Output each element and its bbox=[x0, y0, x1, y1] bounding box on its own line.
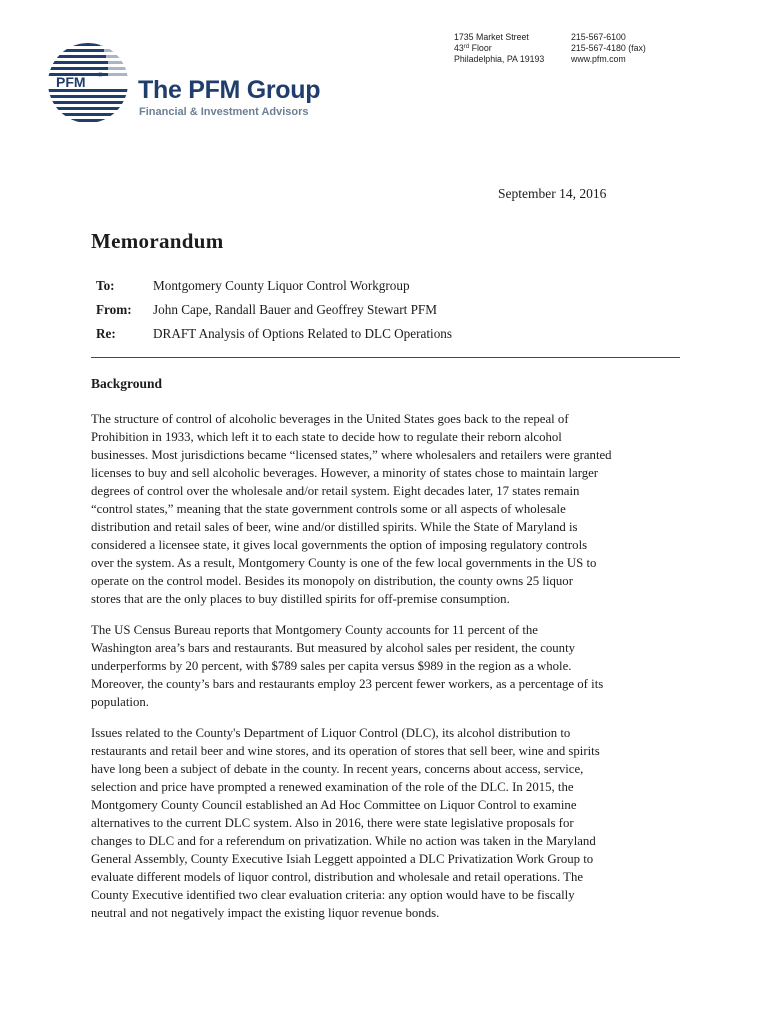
section-heading-background: Background bbox=[91, 376, 163, 391]
paragraph-line: operate on the control model. Besides its monopoly on distribution, the county owns 25 liquor bbox=[91, 574, 573, 588]
paragraph-line: The structure of control of alcoholic beverages in the United States goes back to the repeal of bbox=[91, 412, 569, 426]
paragraph-1 bbox=[91, 410, 691, 608]
paragraph-line: distribution and retail sales of beer, wine and/or distilled spirits. While the State of Maryland is bbox=[91, 520, 578, 534]
website-link[interactable]: www.pfm.com bbox=[571, 54, 626, 64]
paragraph-line: evaluate different models of liquor control, distribution and wholesale and retail operations. The bbox=[91, 870, 584, 884]
re-value: DRAFT Analysis of Options Related to DLC Operations bbox=[153, 326, 453, 341]
re-label: Re: bbox=[96, 326, 116, 341]
paragraph-3 bbox=[91, 724, 691, 922]
paragraph-line: Prohibition in 1933, which left it to each state to decide how to regulate their reborn alcohol bbox=[91, 430, 562, 444]
address-floor: 43rd Floor bbox=[454, 43, 492, 53]
paragraph-line: degrees of control over the wholesale and/or retail system. Eight decades later, 17 states remain bbox=[91, 484, 580, 498]
paragraph-line: neutral and not negatively impact the existing liquor revenue bonds. bbox=[91, 906, 440, 920]
address-street: 1735 Market Street bbox=[454, 32, 529, 42]
to-label: To: bbox=[96, 278, 115, 293]
paragraph-line: The US Census Bureau reports that Montgomery County accounts for 11 percent of the bbox=[91, 623, 538, 637]
paragraph-line: Washington area’s bars and restaurants. But measured by alcohol sales per resident, the county bbox=[91, 641, 576, 655]
company-tagline: Financial & Investment Advisors bbox=[139, 106, 309, 118]
fax-number: 215-567-4180 (fax) bbox=[571, 43, 646, 53]
paragraph-line: considered a licensee state, it gives local governments the option of imposing regulatory controls bbox=[91, 538, 588, 552]
pfm-emblem-text: PFM bbox=[56, 74, 86, 90]
paragraph-line: licenses to buy and sell alcoholic beverages. However, a minority of states chose to maintain larger bbox=[91, 466, 599, 480]
paragraph-line: population. bbox=[91, 695, 149, 709]
paragraph-line: alternatives to the current DLC system. Also in 2016, there were state legislative proposals for bbox=[91, 816, 574, 830]
from-label: From: bbox=[96, 302, 132, 317]
header-divider bbox=[91, 357, 680, 358]
paragraph-line: have long been a subject of debate in the county. In recent years, concerns about access, service, bbox=[91, 762, 584, 776]
paragraph-line: underperforms by 20 percent, with $789 sales per capita versus $989 in the region as a whole. bbox=[91, 659, 572, 673]
paragraph-line: “control states,” meaning that the state government controls some or all aspects of wholesale bbox=[91, 502, 566, 516]
to-value: Montgomery County Liquor Control Workgroup bbox=[153, 278, 410, 293]
memo-date: September 14, 2016 bbox=[498, 186, 607, 201]
paragraph-2 bbox=[91, 621, 691, 711]
memo-title: Memorandum bbox=[91, 229, 224, 253]
company-name: The PFM Group bbox=[138, 76, 321, 104]
paragraph-line: General Assembly, County Executive Isiah Leggett appointed a DLC Privatization Work Group to bbox=[91, 852, 594, 866]
paragraph-line: Moreover, the county’s bars and restaurants employ 23 percent fewer workers, as a percentage of its bbox=[91, 677, 604, 691]
phone-number: 215-567-6100 bbox=[571, 32, 626, 42]
paragraph-line: over the system. As a result, Montgomery County is one of the few local governments in the US to bbox=[91, 556, 597, 570]
paragraph-line: restaurants and retail beer and wine stores, and its operation of stores that sell beer, wine and spirits bbox=[91, 744, 600, 758]
paragraph-line: selection and price have prompted a renewed examination of the role of the DLC. In 2015, the bbox=[91, 780, 574, 794]
paragraph-line: changes to DLC and for a referendum on privatization. While no action was taken in the Maryland bbox=[91, 834, 596, 848]
from-value: John Cape, Randall Bauer and Geoffrey Stewart PFM bbox=[153, 302, 437, 317]
paragraph-line: County Executive identified two clear evaluation criteria: any option would have to be fiscally bbox=[91, 888, 575, 902]
paragraph-line: stores that are the only places to buy distilled spirits for off-premise consumption. bbox=[91, 592, 510, 606]
paragraph-line: Montgomery County Council established an Ad Hoc Committee on Liquor Control to examine bbox=[91, 798, 577, 812]
paragraph-line: Issues related to the County's Department of Liquor Control (DLC), its alcohol distribution to bbox=[91, 726, 571, 740]
registered-mark: ® bbox=[98, 73, 103, 79]
address-city: Philadelphia, PA 19193 bbox=[454, 54, 545, 64]
pfm-logo-emblem bbox=[46, 37, 138, 129]
paragraph-line: businesses. Most jurisdictions became “licensed states,” where wholesalers and retailers were granted bbox=[91, 448, 612, 462]
